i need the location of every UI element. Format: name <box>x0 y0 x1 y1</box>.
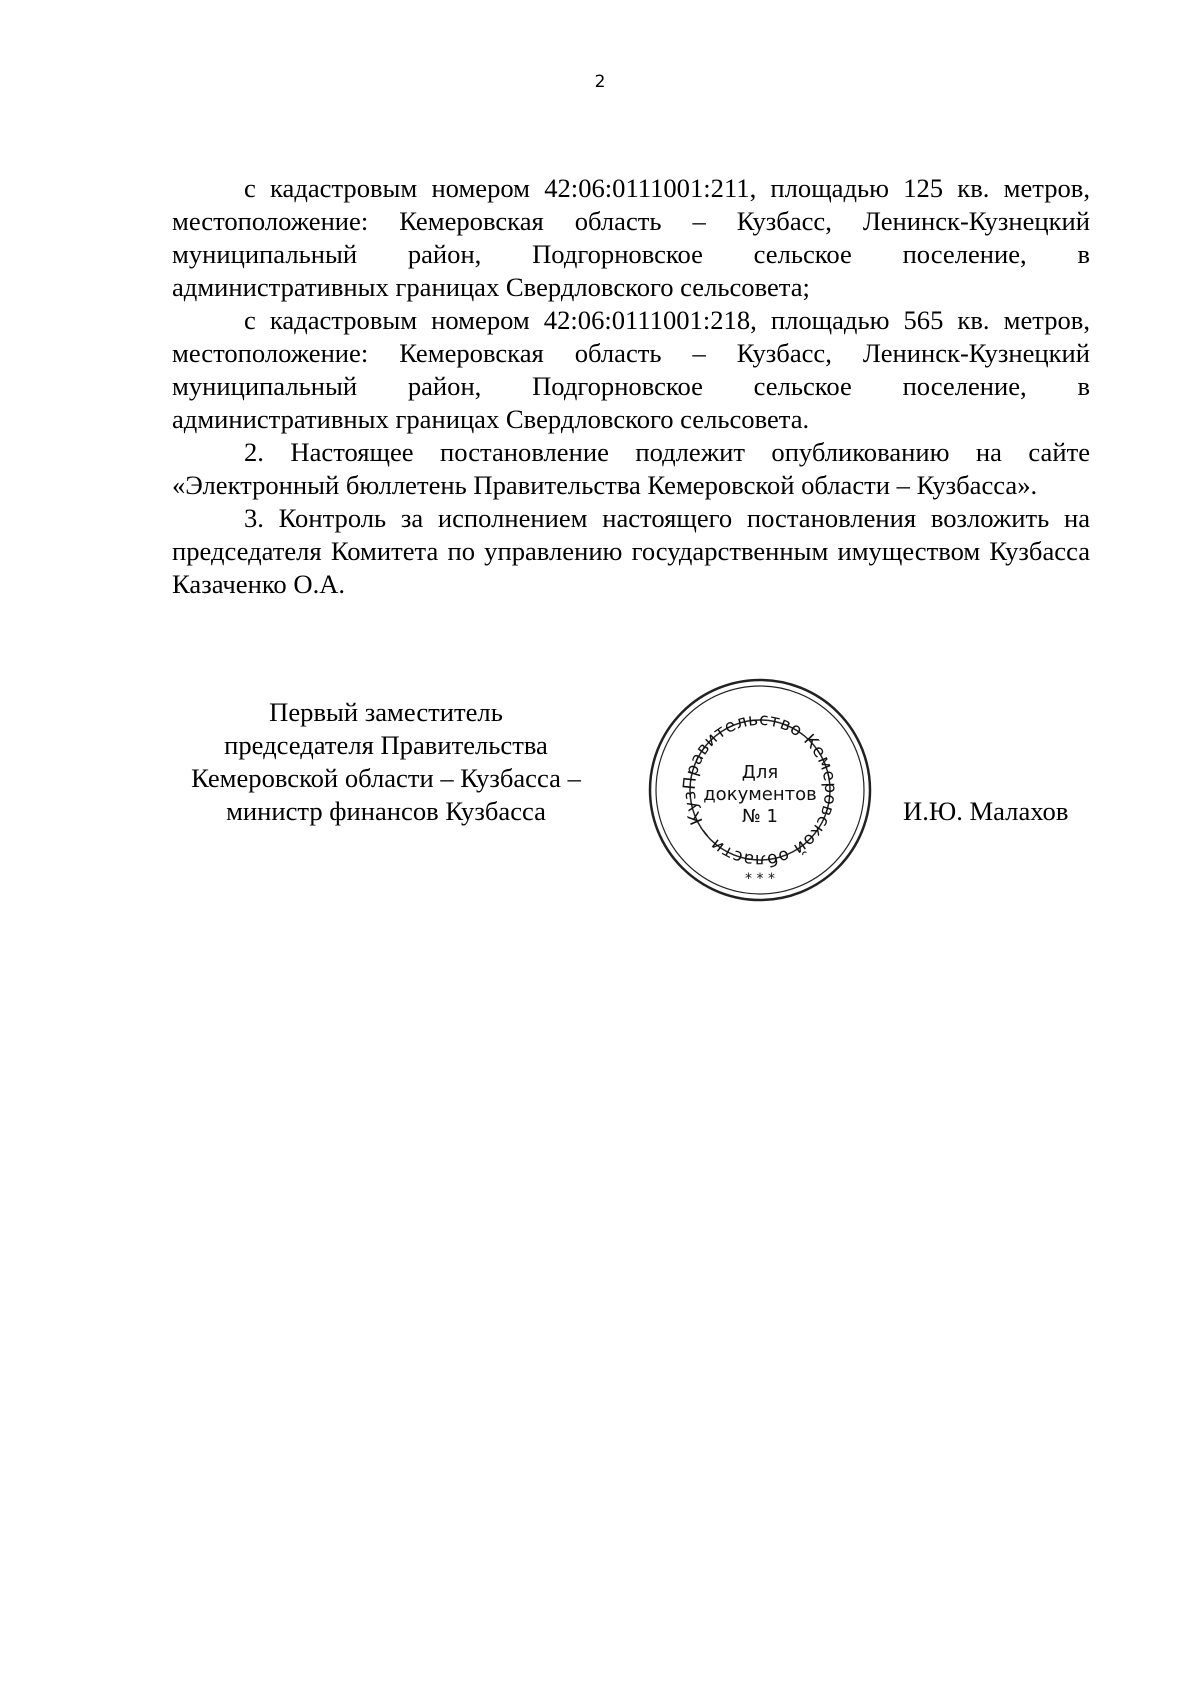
seal-stamp-icon <box>640 670 880 910</box>
page-number: 2 <box>594 72 606 92</box>
paragraph-parcel-218: с кадастровым номером 42:06:0111001:218, площадью 565 кв. метров, местоположение: Кемеровская область – Кузбасс, Ленинск-Кузнецкий муниципальный район, Подгорновское сельское поселение, в административных границах Свердловского сельсовета. <box>172 305 1090 434</box>
seal-ring-text: Правительство Кемеровской области – Куз <box>679 709 841 871</box>
seal-center-line: № 1 <box>742 806 778 827</box>
official-seal <box>640 670 880 910</box>
signatory-position-line: Кемеровской области – Кузбасса – <box>191 763 581 793</box>
paragraph-publication: 2. Настоящее постановление подлежит опубликованию на сайте «Электронный бюллетень Правительства Кемеровской области – Кузбасса». <box>172 437 1090 500</box>
paragraph-control: 3. Контроль за исполнением настоящего постановления возложить на председателя Комитета по управлению государственным имуществом Кузбасса Казаченко О.А. <box>172 503 1090 599</box>
signatory-position-line: председателя Правительства <box>224 730 548 760</box>
document-body <box>172 172 1090 601</box>
seal-center-line: документов <box>703 784 817 805</box>
seal-center-line: Для <box>741 762 779 783</box>
signatory-position-line: министр финансов Кузбасса <box>226 796 546 826</box>
paragraph-parcel-211: с кадастровым номером 42:06:0111001:211, площадью 125 кв. метров, местоположение: Кемеровская область – Кузбасс, Ленинск-Кузнецкий муниципальный район, Подгорновское сельское поселение, в административных границах Свердловского сельсовета; <box>172 173 1090 302</box>
signatory-position-line: Первый заместитель <box>269 697 503 727</box>
signatory-position <box>172 696 600 828</box>
seal-stars: * * * <box>745 871 775 887</box>
signatory-name: И.Ю. Малахов <box>903 796 1069 826</box>
